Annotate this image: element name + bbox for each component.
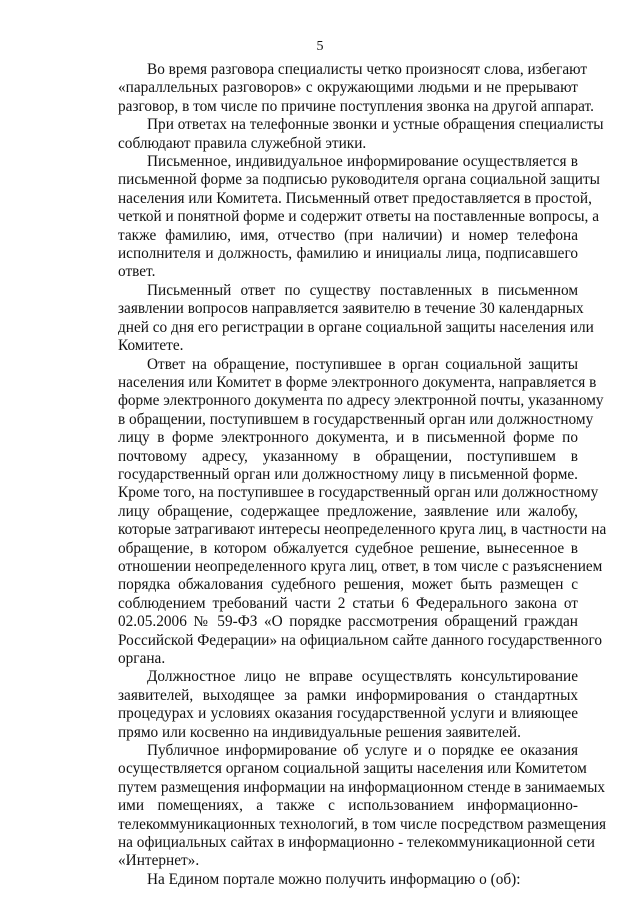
text-line: в обращении, поступившем в государственный орган или должностному xyxy=(118,410,594,428)
text-line: также фамилию, имя, отчество (при наличии) и номер телефона xyxy=(118,226,578,244)
text-line: 02.05.2006 № 59-ФЗ «О порядке рассмотрения обращений граждан xyxy=(118,613,578,631)
text-line: разговор, в том числе по причине поступления звонка на другой аппарат. xyxy=(118,97,594,115)
text-line: Письменный ответ по существу поставленных в письменном xyxy=(147,281,578,299)
text-line: на официальных сайтах в информационно - телекоммуникационной сети xyxy=(118,834,595,852)
text-line: населения или Комитет в форме электронного документа, направляется в xyxy=(118,373,597,391)
text-line: письменной форме за подписью руководителя органа социальной защиты xyxy=(118,171,600,189)
paragraph xyxy=(118,668,578,742)
text-line: отношении неопределенного круга лиц, ответ, в том числе с разъяснением xyxy=(118,557,603,575)
text-line: Ответ на обращение, поступившее в орган социальной защиты xyxy=(147,355,578,373)
paragraph xyxy=(118,742,607,871)
text-line: ими помещениях, а также с использованием информационно- xyxy=(118,797,578,815)
text-line: заявителей, выходящее за рамки информирования о стандартных xyxy=(118,686,578,704)
document-body xyxy=(118,61,607,889)
paragraph xyxy=(118,116,604,153)
page-number: 5 xyxy=(316,39,324,54)
text-line: органа. xyxy=(118,650,166,667)
text-line: телекоммуникационных технологий, в том числе посредством размещения xyxy=(118,815,607,833)
text-line: форме электронного документа по адресу электронной почты, указанному xyxy=(118,392,604,410)
text-line: осуществляется органом социальной защиты населения или Комитетом xyxy=(118,760,587,778)
text-line: соблюдают правила служебной этики. xyxy=(118,134,367,152)
text-line: процедурах и условиях оказания государственной услуги и влияющее xyxy=(118,705,578,723)
text-line: почтовому адресу, указанному в обращении, поступившем в xyxy=(118,447,578,465)
paragraph xyxy=(118,153,600,282)
text-line: заявлении вопросов направляется заявителю в течение 30 календарных xyxy=(118,300,584,318)
text-line: «Интернет». xyxy=(118,852,200,870)
text-line: «параллельных разговоров» с окружающими людьми и не прерывают xyxy=(118,79,578,97)
text-line: путем размещения информации на информационном стенде в занимаемых xyxy=(118,778,606,796)
paragraph xyxy=(118,61,594,116)
text-line: ответ. xyxy=(118,263,156,281)
text-line: Комитете. xyxy=(118,337,184,355)
text-line: которые затрагивают интересы неопределенного круга лиц, в частности на xyxy=(118,521,607,539)
text-line: обращение, в котором обжалуется судебное решение, вынесенное в xyxy=(118,539,578,557)
text-line: Должностное лицо не вправе осуществлять консультирование xyxy=(147,668,578,686)
text-line: Публичное информирование об услуге и о порядке ее оказания xyxy=(147,742,578,760)
text-line: Кроме того, на поступившее в государственный орган или должностному xyxy=(118,484,599,502)
text-line: На Едином портале можно получить информацию о (об): xyxy=(147,870,521,888)
text-line: Письменное, индивидуальное информирование осуществляется в xyxy=(147,153,578,171)
text-line: лицу в форме электронного документа, и в письменной форме по xyxy=(118,429,578,447)
paragraph xyxy=(118,281,594,356)
text-line: населения или Комитета. Письменный ответ предоставляется в простой, xyxy=(118,189,592,207)
text-line: соблюдением требований части 2 статьи 6 Федерального закона от xyxy=(118,594,578,612)
text-line: государственный орган или должностному лицу в письменной форме. xyxy=(118,465,578,483)
text-line: прямо или косвенно на индивидуальные решения заявителей. xyxy=(118,723,521,741)
text-line: исполнителя и должность, фамилию и инициалы лица, подписавшего xyxy=(118,245,578,263)
text-line: дней со дня его регистрации в органе социальной защиты населения или xyxy=(118,318,594,336)
text-line: Российской Федерации» на официальном сайте данного государственного xyxy=(118,631,603,649)
text-line: При ответах на телефонные звонки и устные обращения специалисты xyxy=(147,116,604,134)
text-line: порядка обжалования судебного решения, может быть размещен с xyxy=(118,576,578,594)
paragraph xyxy=(118,871,578,889)
text-line: четкой и понятной форме и содержит ответы на поставленные вопросы, а xyxy=(118,208,599,226)
paragraph xyxy=(118,355,607,669)
text-line: лицу обращение, содержащее предложение, заявление или жалобу, xyxy=(118,502,578,520)
text-line: Во время разговора специалисты четко произносят слова, избегают xyxy=(147,61,588,78)
